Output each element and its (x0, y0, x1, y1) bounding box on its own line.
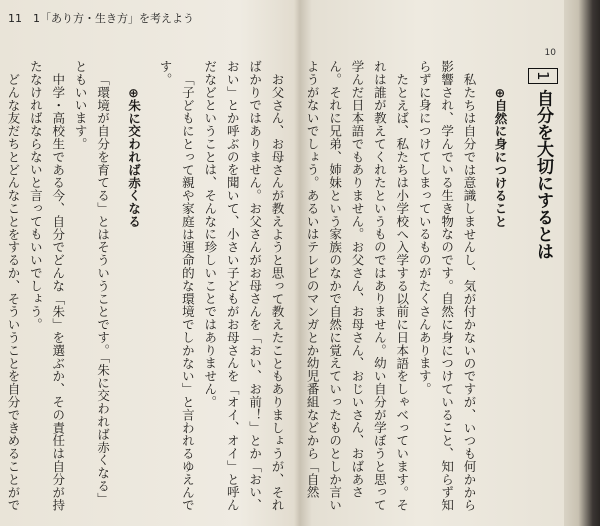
section-heading-text: 自然に身につけること (493, 98, 508, 228)
paragraph: たとえば、私たちは小学校へ入学する以前に日本語をしゃべっています。それは誰が教えてくれたというものではありません。幼い自分が学ぼうと思って学んだ日本語でもありません。お父さん、お母さん、おじいさん、おばあさん。それに兄弟、姉妹という家族のなかで自然に覚えていったものとしか言いようがないでしょう。あるいはテレビのマンガとか幼児番組などから「自然 (305, 60, 410, 512)
section-heading-text: 朱に交われば赤くなる (126, 98, 142, 228)
chapter-title (528, 68, 558, 260)
running-head: 11 1「あり方・生き方」を考えよう (8, 12, 194, 25)
section-heading (120, 60, 154, 515)
left-page (0, 0, 296, 526)
paragraph: どんな友だちとどんなことをするか、そういうことを自分できめることがで (5, 72, 21, 512)
chapter-title-text: 自分を大切にするとは (533, 89, 553, 260)
page-edge (564, 0, 600, 526)
flower-mark-icon: ⊕ (126, 87, 142, 99)
left-page-body (4, 60, 288, 515)
page-number: 10 (544, 48, 556, 58)
right-page (304, 0, 564, 526)
paragraph: 私たちは自分では意識しませんし、気が付かないのですが、いつも何かから影響され、学んでいる生き物なのです。自然に身につけていること、知らず知らずに身につけてしまっているものがたくさんあります。 (417, 60, 477, 512)
paragraph: お父さん、お母さんが教えようと思って教えたこともありましょうが、そればかりではありません。お父さんがお母さんを「おい、お前！」とか「おい、おい」とか呼ぶのを聞いて、小さい子どもがお母さんを「オイ、オイ」と呼んだなどということは、そんなに珍しいことではありません。 (202, 60, 285, 512)
paragraph: 中学・高校生である今、自分でどんな「朱」を選ぶか、その責任は自分が持たなければならないと言ってもいいでしょう。 (28, 60, 66, 512)
paragraph: 「環境が自分を育てる」とはそういうことです。「朱に交われば赤くなる」ともいいます。 (73, 60, 111, 505)
section-heading (486, 60, 520, 515)
right-page-body (305, 60, 520, 515)
chapter-number: 1 (528, 68, 558, 84)
paragraph: 「子どもにとって親や家庭は運命的な環境でしかない」と言われるゆえんです。 (157, 60, 196, 512)
flower-mark-icon: ⊕ (493, 87, 508, 99)
